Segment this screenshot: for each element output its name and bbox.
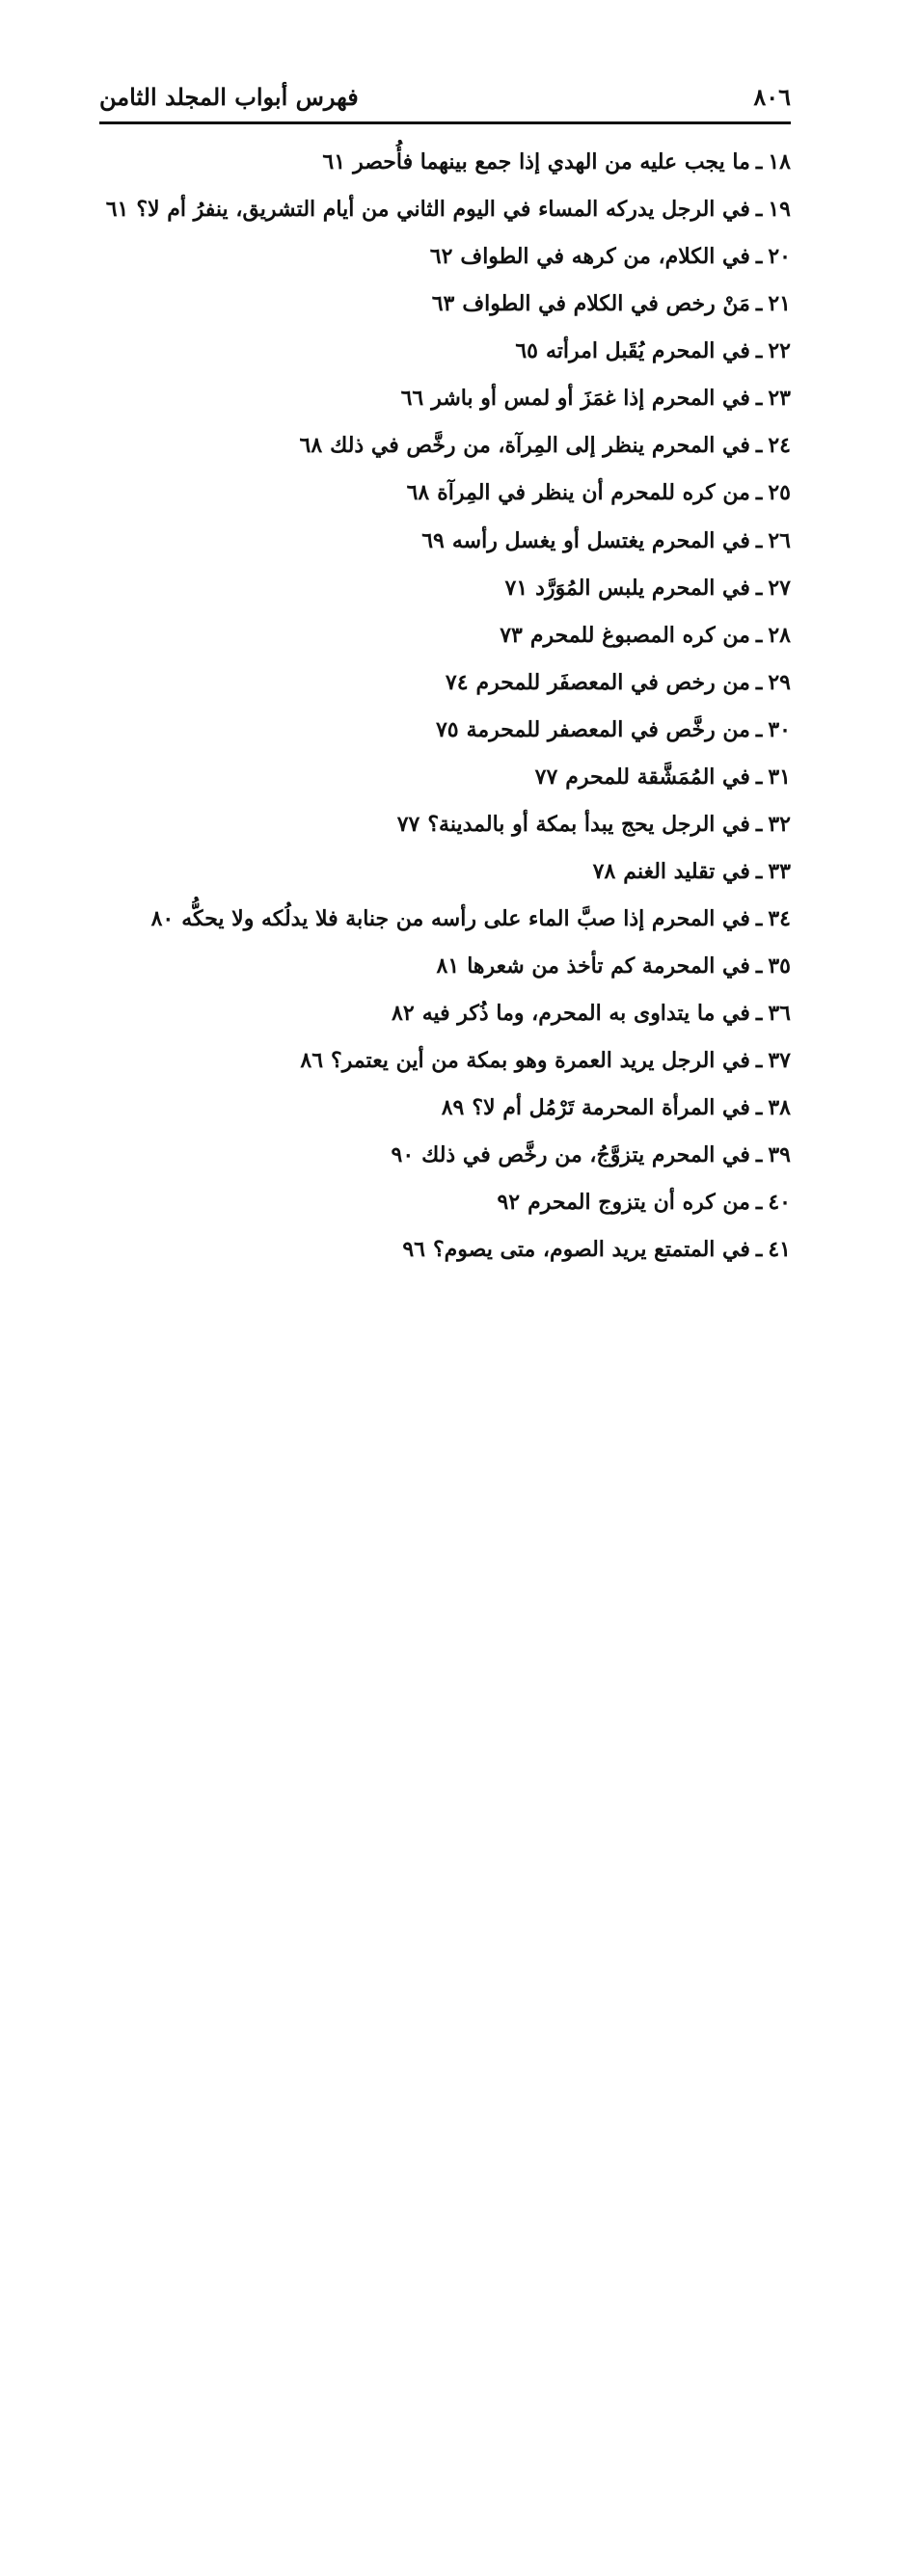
entry-number: ٣٨ xyxy=(768,1095,791,1121)
entry-dash: ـ xyxy=(755,953,763,979)
entry-number: ١٩ xyxy=(768,197,791,223)
entry-dash: ـ xyxy=(755,858,763,884)
toc-entry xyxy=(99,1190,791,1237)
entry-title: من رخص في المعصفَر للمحرم xyxy=(475,669,750,695)
entry-number: ٣٧ xyxy=(768,1048,791,1074)
toc-entry xyxy=(99,1095,791,1142)
entry-page-number: ٧٣ xyxy=(500,622,523,648)
entry-page-number: ٧٧ xyxy=(534,764,558,790)
entry-dash: ـ xyxy=(755,480,763,506)
entry-number: ٣٥ xyxy=(768,953,791,979)
entry-dash: ـ xyxy=(755,669,763,695)
header-title: فهرس أبواب المجلد الثامن xyxy=(99,83,359,111)
entry-title: مَنْ رخص في الكلام في الطواف xyxy=(462,291,750,317)
entry-dash: ـ xyxy=(755,338,763,364)
entry-title: في المحرم يغتسل أو يغسل رأسه xyxy=(451,527,750,553)
entry-dash: ـ xyxy=(755,1095,763,1121)
entry-title: في الكلام، من كرهه في الطواف xyxy=(460,244,750,270)
entry-page-number: ٧٤ xyxy=(445,669,469,695)
entry-title: ما يجب عليه من الهدي إذا جمع بينهما فأُحصر xyxy=(353,149,750,174)
entry-number: ٤٠ xyxy=(768,1190,791,1216)
entry-title: في المحرم يتزوَّجُ، من رخَّص في ذلك xyxy=(421,1142,750,1168)
entry-dash: ـ xyxy=(755,811,763,837)
entry-dash: ـ xyxy=(755,1142,763,1168)
entry-number: ٢٠ xyxy=(768,244,791,270)
entry-dash: ـ xyxy=(755,433,763,459)
toc-entry xyxy=(99,623,791,670)
entry-page-number: ٩٢ xyxy=(497,1190,521,1216)
entry-page-number: ٦٦ xyxy=(400,386,424,412)
entry-page-number: ٦٣ xyxy=(431,291,455,317)
entry-title: في المحرم ينظر إلى المِرآة، من رخَّص في ذلك xyxy=(330,433,750,459)
entry-number: ٢٤ xyxy=(768,433,791,459)
entry-number: ٢٩ xyxy=(768,669,791,695)
entry-page-number: ٨٩ xyxy=(441,1095,465,1121)
entry-title: في تقليد الغنم xyxy=(623,858,750,884)
entry-title: في ما يتداوى به المحرم، وما ذُكر فيه xyxy=(421,1001,750,1027)
entry-page-number: ٦٨ xyxy=(299,433,323,459)
entry-dash: ـ xyxy=(755,764,763,790)
entry-number: ٣٠ xyxy=(768,716,791,742)
entry-title: من كره المصبوغ للمحرم xyxy=(529,622,750,648)
entry-dash: ـ xyxy=(755,149,763,174)
entry-title: في المحرم يُقَبل امرأته xyxy=(545,338,750,364)
toc-entry xyxy=(99,717,791,765)
entry-page-number: ٨٦ xyxy=(300,1048,324,1074)
entry-page-number: ٧٨ xyxy=(592,858,616,884)
toc-entry xyxy=(99,338,791,386)
page-number: ٨٠٦ xyxy=(753,83,791,111)
entry-page-number: ٧٧ xyxy=(396,811,420,837)
entry-dash: ـ xyxy=(755,1190,763,1216)
entry-title: من كره للمحرم أن ينظر في المِرآة xyxy=(437,480,750,506)
table-of-contents xyxy=(99,149,791,1285)
entry-dash: ـ xyxy=(755,622,763,648)
entry-page-number: ٦٩ xyxy=(421,527,445,553)
entry-title: من كره أن يتزوج المحرم xyxy=(528,1190,750,1216)
entry-number: ٢٥ xyxy=(768,480,791,506)
entry-dash: ـ xyxy=(755,906,763,931)
entry-number: ١٨ xyxy=(768,149,791,174)
entry-number: ٣٢ xyxy=(768,811,791,837)
entry-dash: ـ xyxy=(755,386,763,412)
entry-title: في الرجل يدركه المساء في اليوم الثاني من أيام التشريق، ينفرُ أم لا؟ xyxy=(136,197,750,223)
entry-number: ٣٣ xyxy=(768,858,791,884)
entry-title: من رخَّص في المعصفر للمحرمة xyxy=(466,716,750,742)
entry-title: في الرجل يحج يبدأ بمكة أو بالمدينة؟ xyxy=(427,811,750,837)
entry-number: ٢٧ xyxy=(768,575,791,601)
header-rule xyxy=(99,121,791,124)
running-header xyxy=(99,79,791,118)
entry-number: ٢٦ xyxy=(768,527,791,553)
toc-entry xyxy=(99,765,791,812)
toc-entry xyxy=(99,291,791,338)
toc-entry xyxy=(99,149,791,197)
toc-entry xyxy=(99,670,791,717)
entry-title: في المحرمة كم تأخذ من شعرها xyxy=(467,953,750,979)
entry-number: ٣٤ xyxy=(768,906,791,931)
toc-entry xyxy=(99,576,791,623)
entry-title: في الرجل يريد العمرة وهو بمكة من أين يعتمر؟ xyxy=(331,1048,750,1074)
entry-title: في المتمتع يريد الصوم، متى يصوم؟ xyxy=(432,1237,750,1263)
entry-page-number: ٧١ xyxy=(504,575,528,601)
entry-page-number: ٦١ xyxy=(322,149,346,174)
entry-dash: ـ xyxy=(755,716,763,742)
entry-title: في المحرم إذا صبَّ الماء على رأسه من جنابة فلا يدلُكه ولا يحكُّه xyxy=(181,906,750,931)
entry-number: ٢١ xyxy=(768,291,791,317)
entry-title: في المُمَشَّقة للمحرم xyxy=(565,764,750,790)
entry-page-number: ٩٦ xyxy=(402,1237,425,1263)
entry-page-number: ٨٠ xyxy=(150,906,175,931)
entry-page-number: ٧٥ xyxy=(435,716,459,742)
entry-number: ٢٢ xyxy=(768,338,791,364)
entry-page-number: ٦٥ xyxy=(515,338,538,364)
toc-entry xyxy=(99,859,791,906)
entry-page-number: ٦٨ xyxy=(406,480,430,506)
entry-dash: ـ xyxy=(755,291,763,317)
entry-title: في المرأة المحرمة تَرْمُل أم لا؟ xyxy=(472,1095,750,1121)
entry-number: ٣١ xyxy=(768,764,791,790)
entry-dash: ـ xyxy=(755,575,763,601)
entry-dash: ـ xyxy=(755,1001,763,1027)
entry-title: في المحرم يلبس المُوَرَّد xyxy=(535,575,750,601)
entry-page-number: ٦١ xyxy=(105,197,129,223)
toc-entry xyxy=(99,953,791,1001)
entry-dash: ـ xyxy=(755,244,763,270)
toc-entry xyxy=(99,244,791,291)
entry-page-number: ٨٢ xyxy=(392,1001,415,1027)
entry-page-number: ٨١ xyxy=(436,953,460,979)
entry-number: ٢٣ xyxy=(768,386,791,412)
entry-number: ٤١ xyxy=(768,1237,791,1263)
entry-page-number: ٦٢ xyxy=(429,244,453,270)
entry-dash: ـ xyxy=(755,1237,763,1263)
entry-dash: ـ xyxy=(755,527,763,553)
entry-page-number: ٩٠ xyxy=(391,1142,415,1168)
entry-number: ٢٨ xyxy=(768,622,791,648)
entry-number: ٣٦ xyxy=(768,1001,791,1027)
entry-dash: ـ xyxy=(755,197,763,223)
entry-number: ٣٩ xyxy=(768,1142,791,1168)
entry-dash: ـ xyxy=(755,1048,763,1074)
entry-title: في المحرم إذا غمَزَ أو لمس أو باشر xyxy=(431,386,750,412)
